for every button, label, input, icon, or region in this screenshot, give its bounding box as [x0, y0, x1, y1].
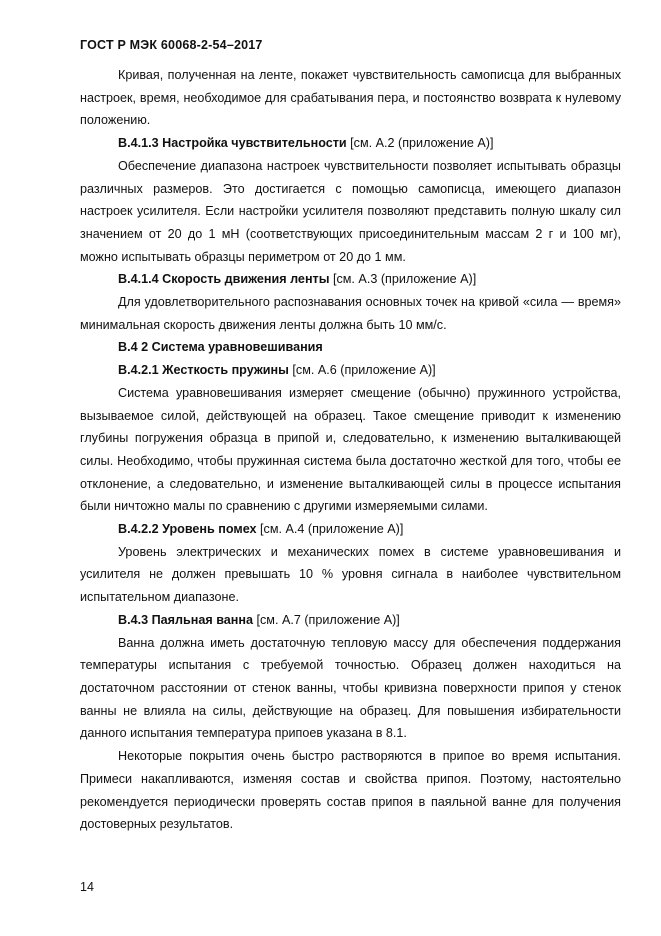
paragraph: Система уравновешивания измеряет смещение (обычно) пружинного устройства, вызываемое силой, действующей на образец. Такое смещение приводит к изменению глубины погружения образца в припой и, следовательно, к изменению выталкивающей силы. Необходимо, чтобы пружинная система была достаточно жесткой для того, чтобы ее отклонение, а следовательно, и изменение выталкивающей силы в процессе испытания были ничтожно малы по сравнению с другими измеряемыми силами.	[80, 385, 621, 514]
page-number: 14	[80, 880, 94, 894]
paragraph: Кривая, полученная на ленте, покажет чувствительность самописца для выбранных настроек, время, необходимое для срабатывания пера, и постоянство возврата к нулевому положению.	[80, 68, 621, 128]
section-heading-title: В.4.3 Паяльная ванна	[118, 612, 254, 627]
section-heading	[80, 132, 621, 155]
paragraph: Уровень электрических и механических помех в системе уравновешивания и усилителя не должен превышать 10 % уровня сигнала в наиболее чувствительном испытательном диапазоне.	[80, 544, 621, 605]
section-heading	[80, 336, 621, 359]
section-heading-reference: [см. А.4 (приложение А)]	[256, 522, 404, 537]
section-heading	[80, 359, 621, 382]
section-heading-title: В.4.1.4 Скорость движения ленты	[118, 272, 330, 287]
section-heading-title: В.4 2 Система уравновешивания	[118, 340, 323, 355]
paragraph: Ванна должна иметь достаточную тепловую массу для обеспечения поддержания температуры испытания с требуемой точностью. Образец должен находиться на достаточном расстоянии от стенок ванны, чтобы кривизна поверхности припоя у стенок ванны не влияла на силы, действующие на образец. Для повышения избирательности данного испытания температура припоев указана в 8.1.	[80, 635, 621, 741]
section-heading-title: В.4.2.2 Уровень помех	[118, 522, 257, 537]
document-body	[80, 64, 621, 836]
section-heading-reference: [см. А.3 (приложение А)]	[329, 272, 477, 287]
section-heading-title: В.4.1.3 Настройка чувствительности	[118, 136, 347, 151]
paragraph: Для удовлетворительного распознавания основных точек на кривой «сила — время» минимальная скорость движения ленты должна быть 10 мм/с.	[80, 295, 621, 332]
paragraph: Некоторые покрытия очень быстро растворяются в припое во время испытания. Примеси накапливаются, изменяя состав и свойства припоя. Поэтому, настоятельно рекомендуется периодически проверять состав припоя в паяльной ванне для получения достоверных результатов.	[80, 749, 621, 832]
section-heading	[80, 518, 621, 541]
section-heading-reference: [см. А.7 (приложение А)]	[253, 612, 400, 627]
paragraph: Обеспечение диапазона настроек чувствительности позволяет испытывать образцы различных размеров. Это достигается с помощью самописца, имеющего диапазон настроек усилителя. Если настройки усилителя позволяют представить полную шкалу сил значением от 20 до 1 мН (соответствующих присоединительным массам 2 г и 100 мг), можно испытывать образцы периметром от 20 до 1 мм.	[80, 158, 621, 264]
section-heading-reference: [см. А.2 (приложение А)]	[346, 136, 494, 151]
document-header: ГОСТ Р МЭК 60068-2-54–2017	[80, 38, 263, 52]
section-heading-reference: [см. А.6 (приложение А)]	[288, 363, 436, 378]
section-heading	[80, 268, 621, 291]
section-heading	[80, 609, 621, 632]
section-heading-title: В.4.2.1 Жесткость пружины	[118, 363, 289, 378]
